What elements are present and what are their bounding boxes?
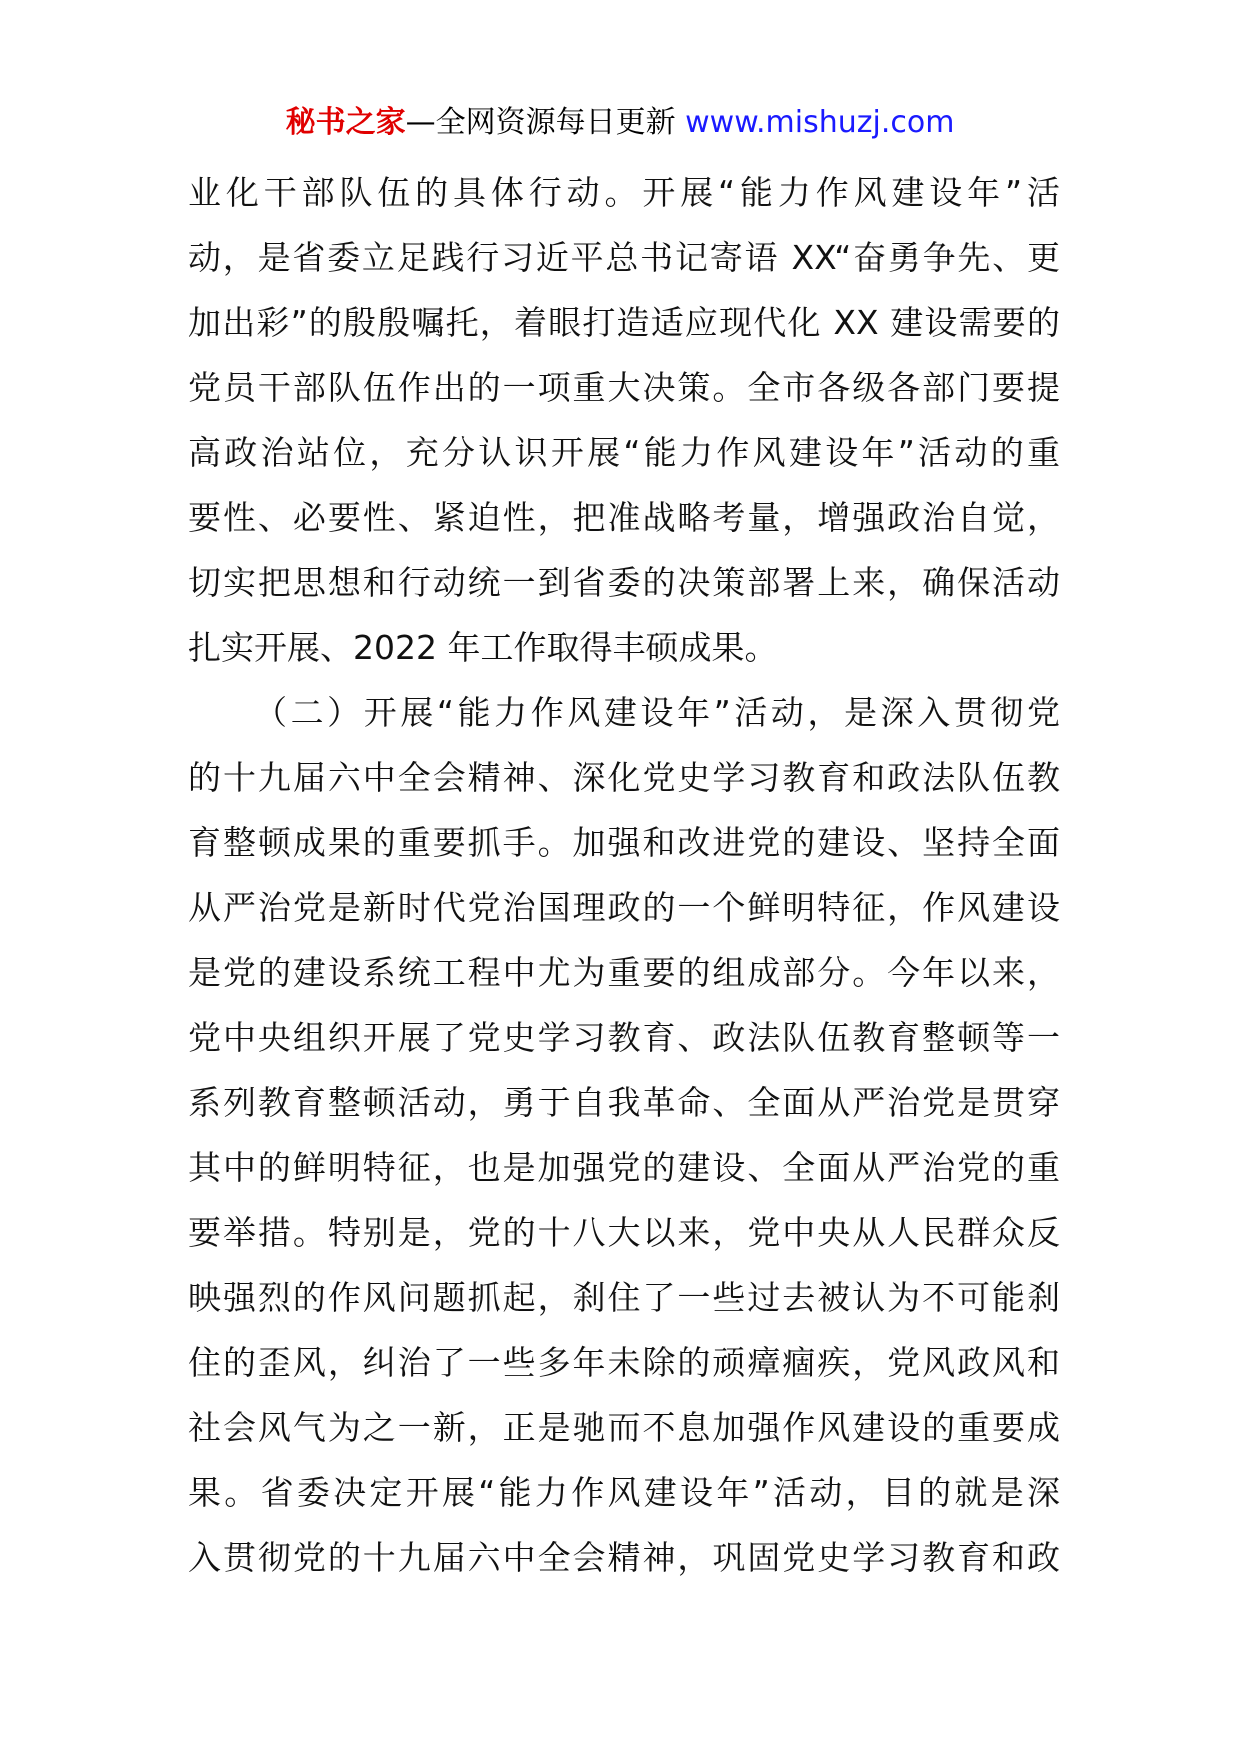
site-url-link[interactable]: www.mishuzj.com: [685, 105, 955, 140]
text-line: 其中的鲜明特征，也是加强党的建设、全面从严治党的重: [188, 1148, 1060, 1187]
text-line: 社会风气为之一新，正是驰而不息加强作风建设的重要成: [188, 1408, 1060, 1447]
text-line: 住的歪风，纠治了一些多年未除的顽瘴痼疾，党风政风和: [188, 1343, 1060, 1382]
text-line: 动，是省委立足践行习近平总书记寄语 XX“奋勇争先、更: [188, 238, 1060, 277]
site-tagline: —全网资源每日更新: [405, 105, 686, 140]
text-line: 从严治党是新时代党治国理政的一个鲜明特征，作风建设: [188, 888, 1060, 927]
text-line: 党中央组织开展了党史学习教育、政法队伍教育整顿等一: [188, 1018, 1060, 1057]
text-line: 的十九届六中全会精神、深化党史学习教育和政法队伍教: [188, 758, 1060, 797]
text-line: 育整顿成果的重要抓手。加强和改进党的建设、坚持全面: [188, 823, 1060, 862]
text-line: 要性、必要性、紧迫性，把准战略考量，增强政治自觉，: [188, 498, 1060, 537]
document-body: [188, 160, 1060, 1590]
text-line: 是党的建设系统工程中尤为重要的组成部分。今年以来，: [188, 953, 1060, 992]
text-line: 要举措。特别是，党的十八大以来，党中央从人民群众反: [188, 1213, 1060, 1252]
paragraph-end-line: 扎实开展、2022 年工作取得丰硕成果。: [188, 628, 778, 667]
text-line: 党员干部队伍作出的一项重大决策。全市各级各部门要提: [188, 368, 1060, 407]
paragraph-start-line: （二）开展“能力作风建设年”活动，是深入贯彻党: [254, 693, 1060, 732]
text-line: 果。省委决定开展“能力作风建设年”活动，目的就是深: [188, 1473, 1060, 1512]
text-line: 映强烈的作风问题抓起，刹住了一些过去被认为不可能刹: [188, 1278, 1060, 1317]
text-line: 系列教育整顿活动，勇于自我革命、全面从严治党是贯穿: [188, 1083, 1060, 1122]
text-line: 切实把思想和行动统一到省委的决策部署上来，确保活动: [188, 563, 1060, 602]
text-line: 高政治站位，充分认识开展“能力作风建设年”活动的重: [188, 433, 1060, 472]
text-line: 入贯彻党的十九届六中全会精神，巩固党史学习教育和政: [188, 1538, 1060, 1577]
page-header: [0, 100, 1240, 146]
site-brand: 秘书之家: [285, 105, 406, 140]
text-line: 业化干部队伍的具体行动。开展“能力作风建设年”活: [188, 173, 1060, 212]
text-line: 加出彩”的殷殷嘱托，着眼打造适应现代化 XX 建设需要的: [188, 303, 1060, 342]
